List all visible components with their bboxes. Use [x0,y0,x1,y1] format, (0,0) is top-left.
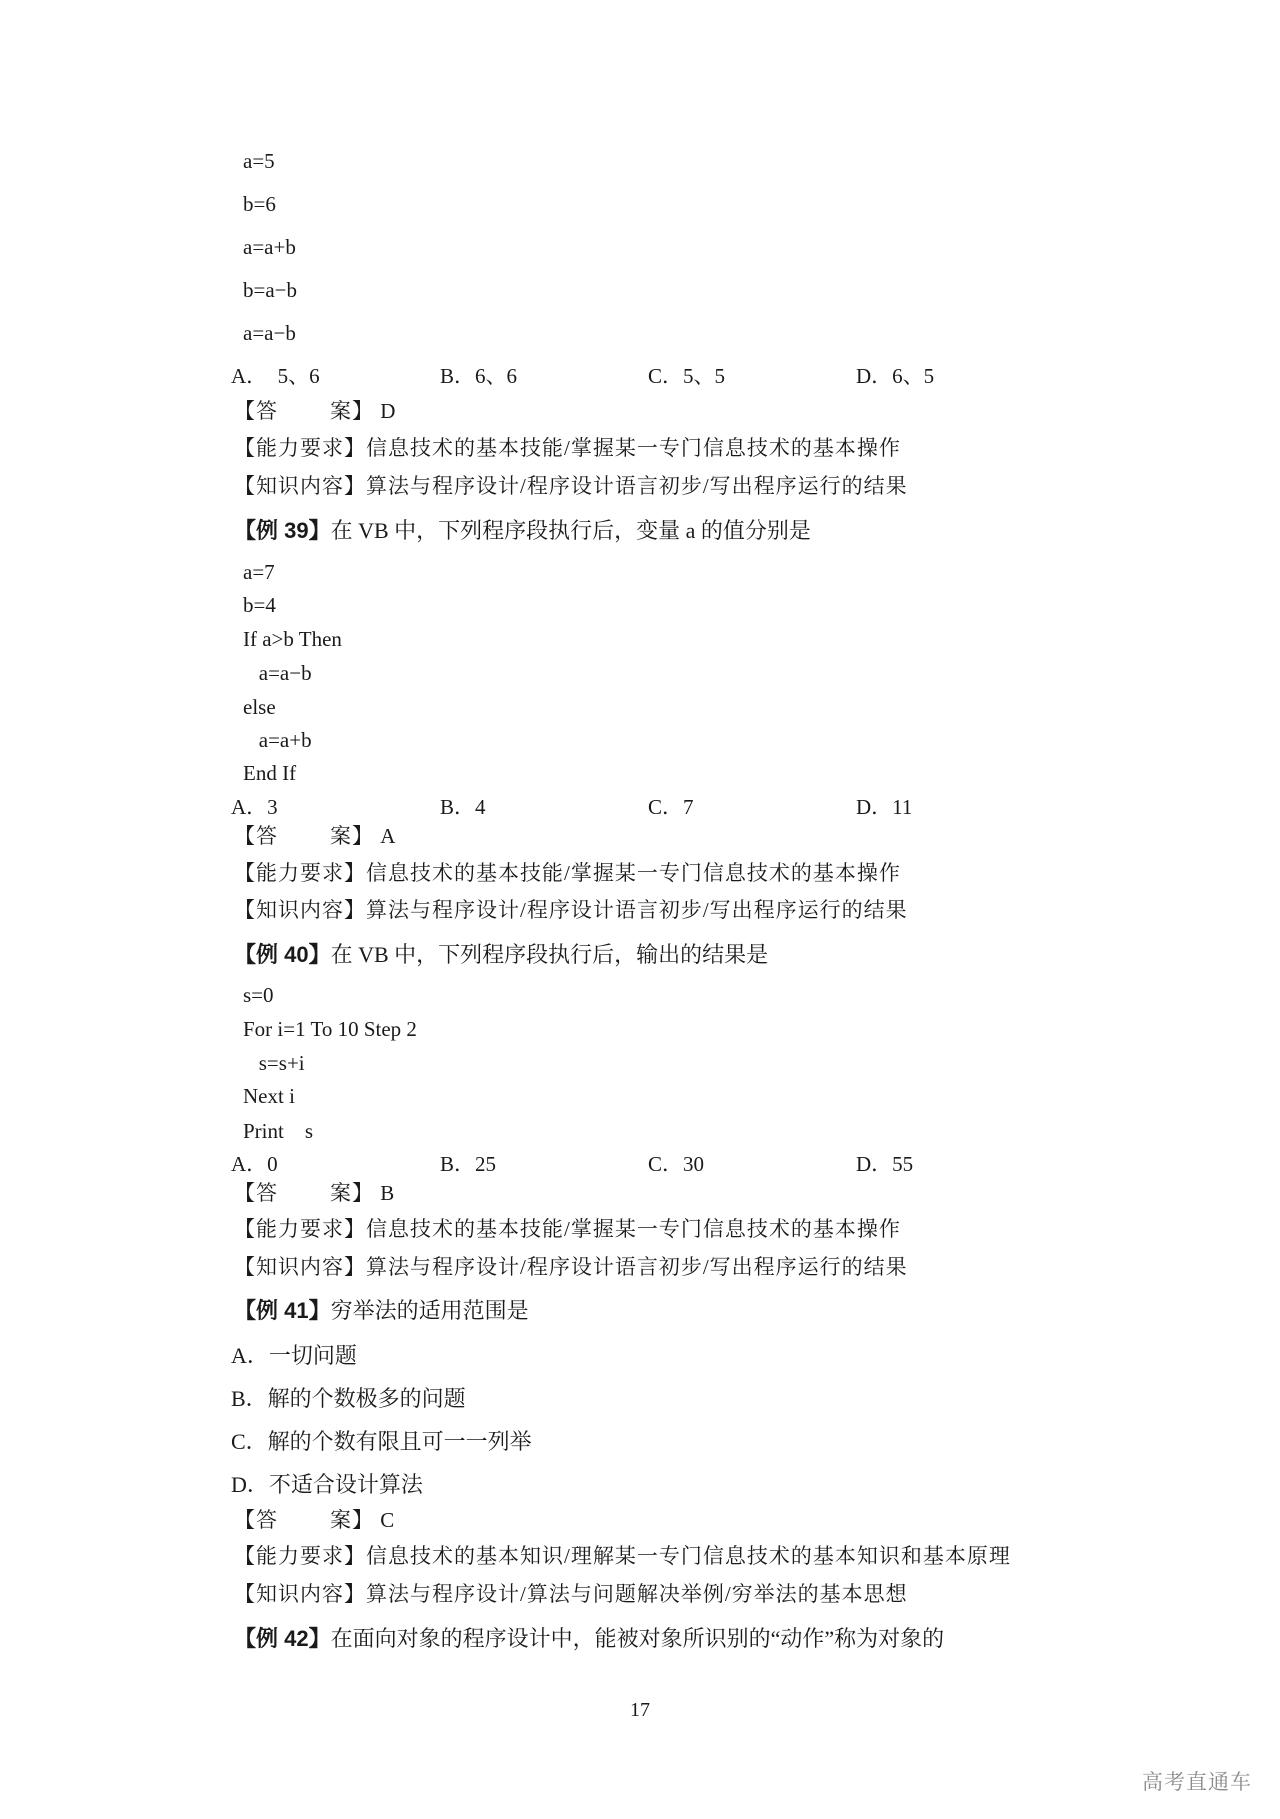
option-b: B．25 [440,1152,497,1176]
question-stem [234,520,811,542]
question-stem [234,944,768,966]
question-label: 【例 40】 [234,942,331,967]
question-label: 【例 39】 [234,518,331,543]
answer-value: D [380,399,397,423]
answer-line [234,826,396,847]
code-line: Print s [243,1119,314,1143]
option-d: D．6、5 [856,364,935,388]
code-line: a=7 [243,560,275,584]
option-c: C．解的个数有限且可一一列举 [231,1429,532,1454]
code-line: b=6 [243,192,276,216]
question-label: 【例 42】 [234,1626,331,1651]
page-number: 17 [630,1699,650,1721]
code-line: b=4 [243,593,276,617]
ability-requirement: 【能力要求】信息技术的基本知识/理解某一专门信息技术的基本知识和基本原理 [234,1544,1011,1568]
question-text: 穷举法的适用范围是 [330,1298,529,1323]
option-c: C．30 [648,1152,705,1176]
watermark: 高考直通车 [1142,1770,1252,1794]
code-line: a=a+b [243,235,296,259]
code-line: a=a−b [243,661,312,685]
option-a: A．3 [231,795,278,819]
option-d: D．55 [856,1152,914,1176]
answer-label-left: 【答 [234,824,278,848]
answer-label-left: 【答 [234,1508,278,1532]
code-line: Next i [243,1084,295,1108]
option-a: A．一切问题 [231,1343,357,1368]
answer-label-left: 【答 [234,399,278,423]
code-line: End If [243,761,297,785]
code-line: b=a−b [243,278,298,302]
answer-line [234,1510,395,1531]
answer-value: A [380,824,397,848]
answer-value: C [380,1508,396,1532]
knowledge-content: 【知识内容】算法与程序设计/程序设计语言初步/写出程序运行的结果 [234,1255,908,1279]
answer-label-right: 案】 [330,824,374,848]
code-line: s=0 [243,983,274,1007]
option-b: B．解的个数极多的问题 [231,1386,466,1411]
code-line: s=s+i [243,1051,305,1075]
question-stem [234,1300,529,1322]
option-c: C．7 [648,795,694,819]
option-d: D．11 [856,795,913,819]
option-c: C．5、5 [648,364,726,388]
knowledge-content: 【知识内容】算法与程序设计/程序设计语言初步/写出程序运行的结果 [234,474,908,498]
question-stem [234,1628,944,1650]
answer-label-right: 案】 [330,1508,374,1532]
code-line: If a>b Then [243,627,342,651]
ability-requirement: 【能力要求】信息技术的基本技能/掌握某一专门信息技术的基本操作 [234,1217,901,1241]
answer-label-left: 【答 [234,1181,278,1205]
question-text: 在 VB 中，下列程序段执行后，变量 a 的值分别是 [330,518,811,543]
question-text: 在面向对象的程序设计中，能被对象所识别的“动作”称为对象的 [330,1626,945,1651]
question-label: 【例 41】 [234,1298,331,1323]
question-text: 在 VB 中，下列程序段执行后，输出的结果是 [330,942,769,967]
ability-requirement: 【能力要求】信息技术的基本技能/掌握某一专门信息技术的基本操作 [234,861,901,885]
answer-label-right: 案】 [330,1181,374,1205]
option-a: A．0 [231,1152,278,1176]
code-line: a=5 [243,149,275,173]
knowledge-content: 【知识内容】算法与程序设计/程序设计语言初步/写出程序运行的结果 [234,898,908,922]
code-line: a=a−b [243,321,296,345]
ability-requirement: 【能力要求】信息技术的基本技能/掌握某一专门信息技术的基本操作 [234,436,901,460]
option-b: B．6、6 [440,364,518,388]
code-line: a=a+b [243,728,312,752]
answer-label-right: 案】 [330,399,374,423]
answer-line [234,401,396,422]
knowledge-content: 【知识内容】算法与程序设计/算法与问题解决举例/穷举法的基本思想 [234,1582,908,1606]
option-b: B．4 [440,795,486,819]
code-line: else [243,695,276,719]
option-d: D．不适合设计算法 [231,1472,423,1497]
code-line: For i=1 To 10 Step 2 [243,1017,417,1041]
option-a: A． 5、6 [231,364,320,388]
answer-line [234,1183,395,1204]
answer-value: B [380,1181,396,1205]
